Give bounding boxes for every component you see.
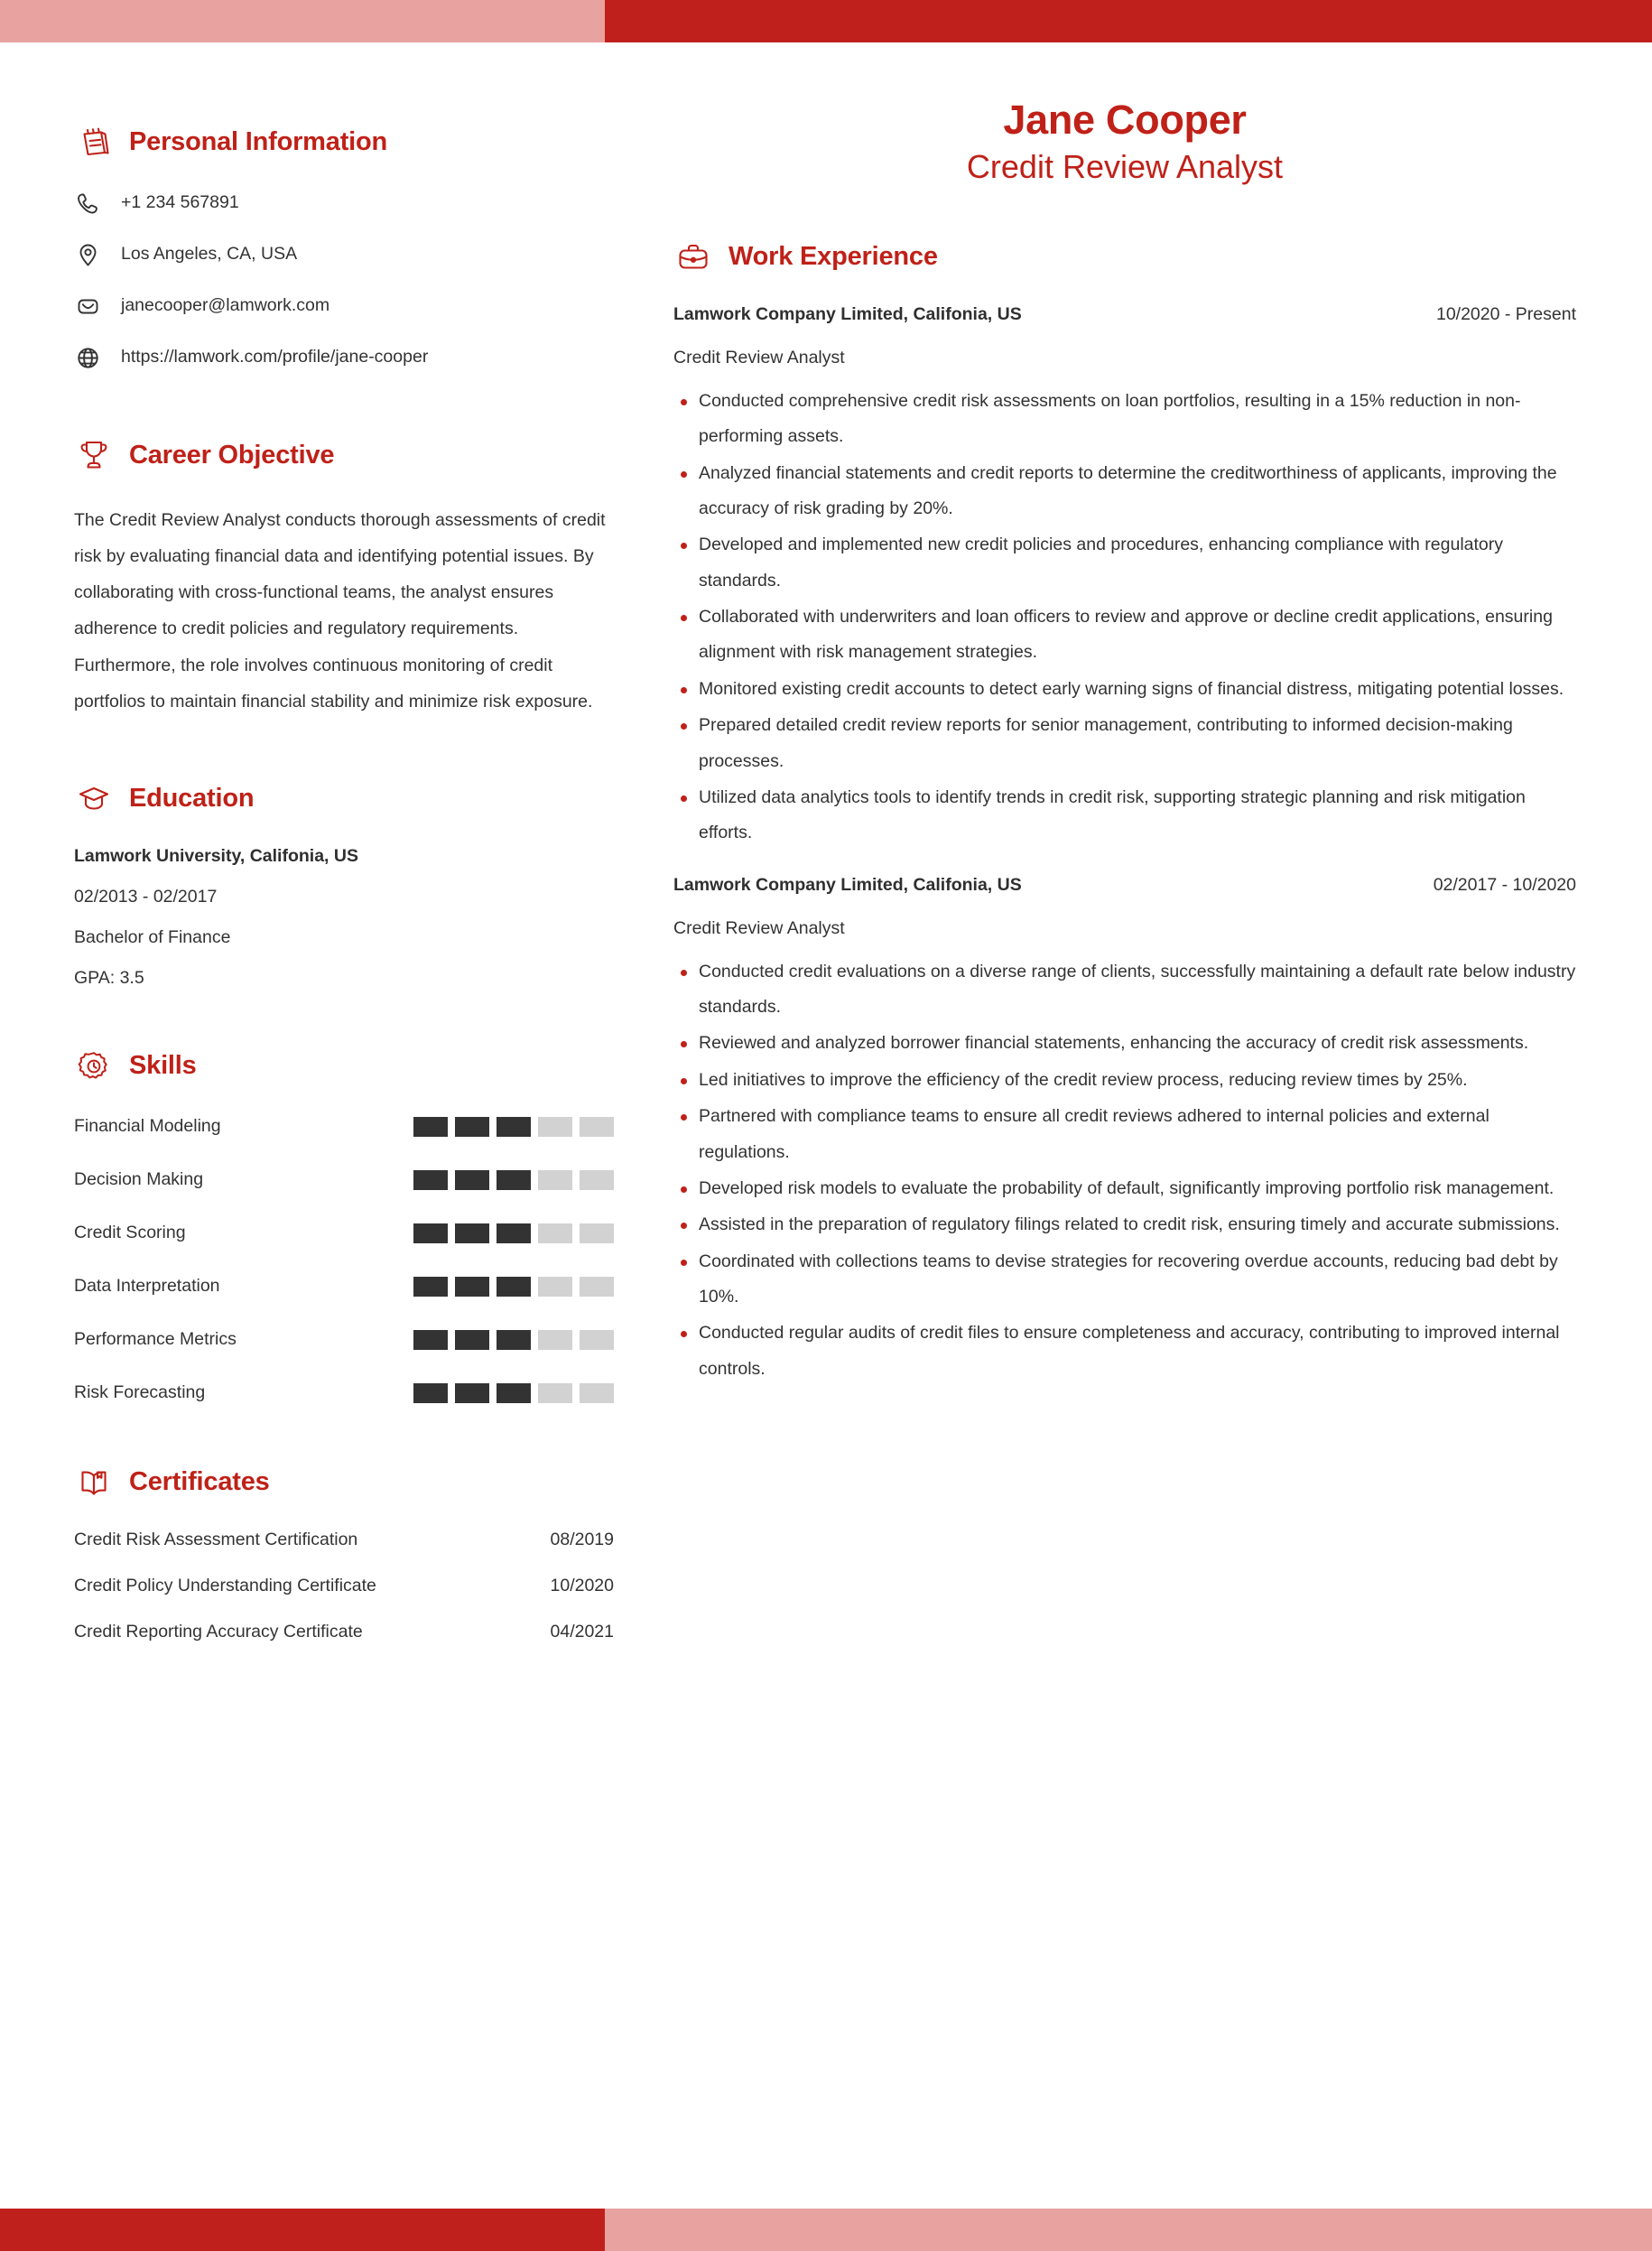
job-bullet: Reviewed and analyzed borrower financial statements, enhancing the accuracy of credit risk assessments. — [673, 1026, 1576, 1061]
job-company: Lamwork Company Limited, Califonia, US — [673, 874, 1022, 895]
job-bullet: Developed and implemented new credit policies and procedures, enhancing compliance with regulatory standards. — [673, 527, 1576, 599]
certificate-date: 10/2020 — [550, 1575, 614, 1595]
section-certificates-header — [74, 1463, 614, 1502]
skill-segment-filled — [455, 1223, 489, 1243]
career-objective-text: The Credit Review Analyst conducts thorough assessments of credit risk by evaluating financial data and identifying potential issues. By collaborating with cross-functional teams, the analyst ensures adherence to credit policies and regulatory requirements. Furthermore, the role involves continuous monitoring of credit portfolios to maintain financial stability and minimize risk exposure. — [74, 510, 606, 712]
contact-row-email[interactable] — [74, 292, 614, 321]
skill-rating — [413, 1170, 614, 1190]
graduation-cap-icon — [74, 779, 114, 819]
phone-icon — [74, 190, 102, 218]
work-experience-entry — [673, 875, 1576, 1388]
job-dates: 10/2020 - Present — [1435, 303, 1576, 324]
contact-list — [74, 189, 614, 372]
job-bullet: Collaborated with underwriters and loan officers to review and approve or decline credit applications, ensuring alignment with risk management strategies. — [673, 600, 1576, 671]
skill-name: Decision Making — [74, 1169, 204, 1190]
contact-row-website[interactable] — [74, 343, 614, 372]
skill-segment-filled — [455, 1383, 489, 1403]
certificate-row — [74, 1530, 614, 1550]
main-column — [614, 42, 1652, 1410]
job-bullets — [673, 954, 1576, 1388]
certificates-list — [74, 1530, 614, 1642]
skill-segment-filled — [413, 1277, 448, 1297]
section-personal-information-header — [74, 122, 614, 162]
job-bullet: Developed risk models to evaluate the probability of default, significantly improving portfolio risk management. — [673, 1171, 1576, 1206]
candidate-header — [673, 97, 1576, 187]
job-title: Credit Review Analyst — [673, 917, 845, 938]
skill-segment-empty — [580, 1170, 614, 1190]
location-pin-icon — [74, 241, 102, 269]
certificate-name: Credit Risk Assessment Certification — [74, 1529, 358, 1549]
skill-row — [74, 1273, 614, 1300]
resume-content — [0, 42, 1652, 2209]
education-entry — [74, 846, 614, 989]
top-bar-light-segment — [0, 0, 605, 42]
skill-segment-filled — [497, 1383, 531, 1403]
job-bullet: Conducted credit evaluations on a diverse range of clients, successfully maintaining a default rate below industry standards. — [673, 954, 1576, 1026]
globe-icon — [74, 344, 102, 372]
job-bullet: Led initiatives to improve the efficiency of the credit review process, reducing review times by 25%. — [673, 1063, 1576, 1098]
skill-rating — [413, 1277, 614, 1297]
certificate-date: 04/2021 — [550, 1621, 614, 1642]
skill-segment-empty — [580, 1330, 614, 1350]
bottom-bar-light-segment — [605, 2209, 1652, 2251]
skill-segment-filled — [497, 1223, 531, 1243]
section-skills-header — [74, 1046, 614, 1086]
education-gpa: GPA: 3.5 — [74, 967, 144, 988]
skill-segment-filled — [497, 1117, 531, 1137]
open-book-icon — [74, 1463, 114, 1502]
section-career-objective-header — [74, 435, 614, 475]
certificate-name: Credit Policy Understanding Certificate — [74, 1575, 376, 1595]
certificate-row — [74, 1622, 614, 1642]
section-title: Skills — [129, 1051, 197, 1081]
certificate-name: Credit Reporting Accuracy Certificate — [74, 1621, 363, 1642]
contact-value-website: https://lamwork.com/profile/jane-cooper — [121, 347, 429, 367]
skill-name: Data Interpretation — [74, 1276, 220, 1297]
skill-row — [74, 1380, 614, 1407]
education-degree: Bachelor of Finance — [74, 926, 231, 947]
contact-row-phone — [74, 189, 614, 218]
job-bullet: Coordinated with collections teams to devise strategies for recovering overdue accounts, reducing bad debt by 10%. — [673, 1244, 1576, 1316]
skill-row — [74, 1220, 614, 1247]
certificate-row — [74, 1576, 614, 1596]
skill-segment-filled — [497, 1277, 531, 1297]
skill-segment-empty — [538, 1330, 572, 1350]
section-title: Career Objective — [129, 440, 335, 470]
job-company: Lamwork Company Limited, Califonia, US — [673, 303, 1022, 324]
skill-segment-filled — [455, 1117, 489, 1137]
skill-segment-filled — [497, 1170, 531, 1190]
skill-segment-empty — [538, 1223, 572, 1243]
skill-segment-empty — [538, 1170, 572, 1190]
trophy-icon — [74, 435, 114, 475]
section-title: Work Experience — [729, 242, 938, 272]
skill-segment-empty — [580, 1223, 614, 1243]
bottom-decorative-bar — [0, 2209, 1652, 2251]
skill-segment-filled — [413, 1383, 448, 1403]
top-bar-dark-segment — [605, 0, 1652, 42]
skill-segment-filled — [455, 1170, 489, 1190]
skill-row — [74, 1167, 614, 1194]
skill-segment-filled — [413, 1223, 448, 1243]
job-bullet: Utilized data analytics tools to identify trends in credit risk, supporting strategic planning and risk mitigation efforts. — [673, 780, 1576, 851]
job-bullet: Prepared detailed credit review reports for senior management, contributing to informed decision-making processes. — [673, 708, 1576, 779]
gear-clock-icon — [74, 1046, 114, 1086]
education-school: Lamwork University, Califonia, US — [74, 845, 358, 866]
skill-segment-empty — [538, 1277, 572, 1297]
contact-value-location: Los Angeles, CA, USA — [121, 244, 298, 265]
job-dates: 02/2017 - 10/2020 — [1433, 874, 1576, 895]
bottom-bar-dark-segment — [0, 2209, 605, 2251]
skill-segment-empty — [538, 1383, 572, 1403]
skill-segment-filled — [455, 1277, 489, 1297]
skills-list — [74, 1113, 614, 1407]
skill-segment-empty — [580, 1383, 614, 1403]
job-bullet: Analyzed financial statements and credit reports to determine the creditworthiness of applicants, improving the accuracy of risk grading by 20%. — [673, 456, 1576, 527]
section-title: Education — [129, 784, 255, 814]
skill-segment-filled — [455, 1330, 489, 1350]
skill-rating — [413, 1117, 614, 1137]
work-experience-entry — [673, 304, 1576, 851]
contact-value-email: janecooper@lamwork.com — [121, 295, 330, 316]
section-title: Personal Information — [129, 126, 388, 156]
contact-row-location — [74, 240, 614, 269]
sidebar-column — [0, 42, 614, 1642]
job-header — [673, 875, 1576, 896]
job-bullet: Monitored existing credit accounts to detect early warning signs of financial distress, mitigating potential losses. — [673, 672, 1576, 707]
job-bullet: Partnered with compliance teams to ensure all credit reviews adhered to internal policies and external regulations. — [673, 1099, 1576, 1170]
briefcase-icon — [673, 237, 713, 277]
skill-name: Risk Forecasting — [74, 1382, 206, 1403]
candidate-role: Credit Review Analyst — [966, 147, 1284, 185]
skill-row — [74, 1326, 614, 1353]
skill-rating — [413, 1223, 614, 1243]
skill-row — [74, 1113, 614, 1140]
top-decorative-bar — [0, 0, 1652, 42]
job-header — [673, 304, 1576, 325]
job-bullet: Assisted in the preparation of regulatory filings related to credit risk, ensuring timely and accurate submissions. — [673, 1207, 1576, 1242]
skill-segment-empty — [580, 1117, 614, 1137]
section-education-header — [74, 779, 614, 819]
certificate-date: 08/2019 — [550, 1529, 614, 1549]
skill-rating — [413, 1330, 614, 1350]
skill-segment-empty — [580, 1277, 614, 1297]
skill-segment-filled — [413, 1170, 448, 1190]
envelope-icon — [74, 293, 102, 321]
job-bullet: Conducted regular audits of credit files to ensure completeness and accuracy, contributing to improved internal controls. — [673, 1316, 1576, 1387]
notepad-icon — [74, 122, 114, 162]
job-title: Credit Review Analyst — [673, 347, 845, 367]
contact-value-phone: +1 234 567891 — [121, 192, 239, 213]
section-title: Certificates — [129, 1467, 270, 1497]
skill-segment-filled — [497, 1330, 531, 1350]
job-bullet: Conducted comprehensive credit risk assessments on loan portfolios, resulting in a 15% reduction in non-performing assets. — [673, 384, 1576, 455]
skill-segment-filled — [413, 1330, 448, 1350]
skill-segment-empty — [538, 1117, 572, 1137]
skill-segment-filled — [413, 1117, 448, 1137]
education-dates: 02/2013 - 02/2017 — [74, 886, 218, 907]
skill-name: Performance Metrics — [74, 1329, 237, 1350]
candidate-name: Jane Cooper — [1003, 97, 1247, 143]
skill-name: Credit Scoring — [74, 1223, 186, 1243]
section-work-experience-header — [673, 237, 1576, 277]
job-bullets — [673, 384, 1576, 851]
skill-name: Financial Modeling — [74, 1116, 221, 1137]
skill-rating — [413, 1383, 614, 1403]
